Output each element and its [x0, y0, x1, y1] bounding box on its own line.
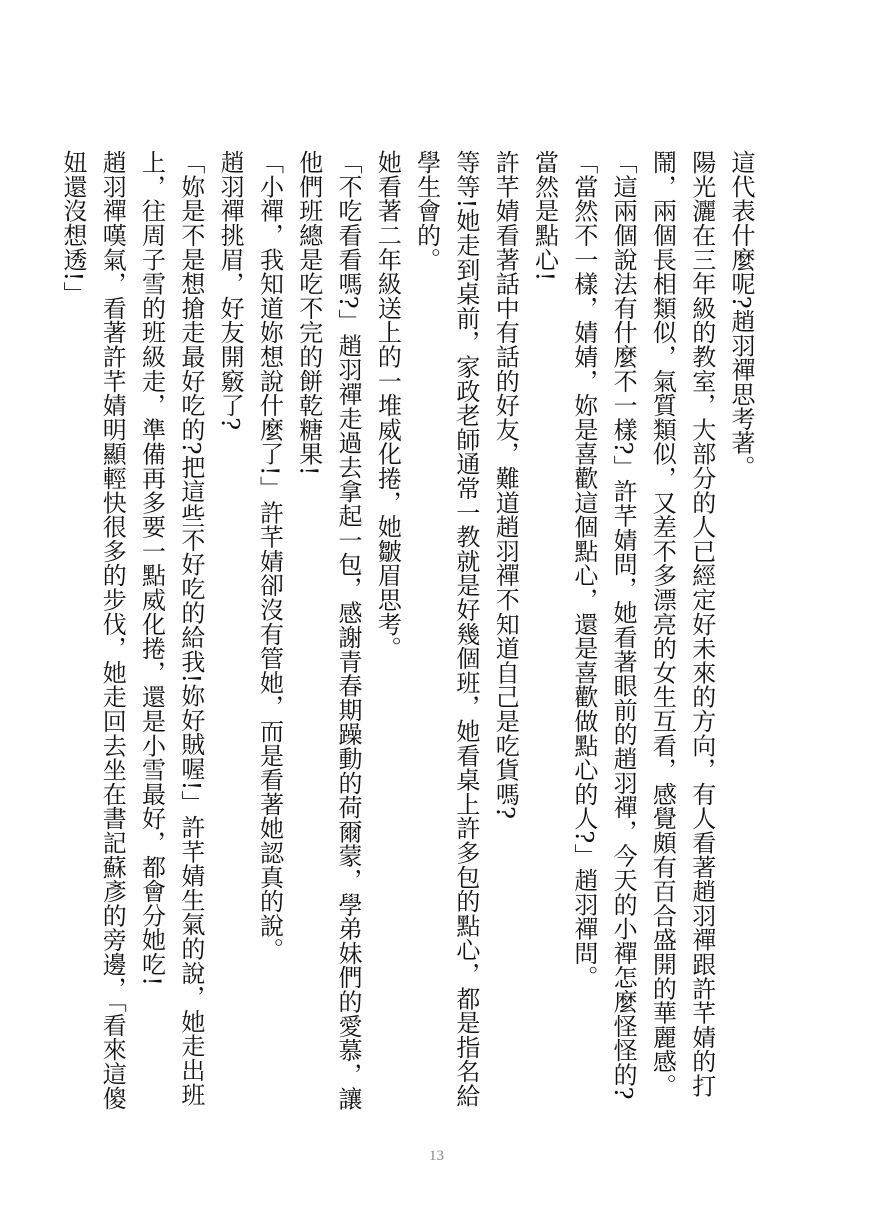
paragraph-13: 趙羽禪嘆氣，看著許芊婧明顯輕快很多的步伐，她走回去坐在書記蘇彥的旁邊，「看來這傻妞還沒想透!」 [58, 150, 127, 1110]
paragraph-4: 「當然不一樣，婧婧，妳是喜歡這個點心，還是喜歡做點心的人?」趙羽禪問。 [569, 150, 598, 990]
paragraph-2: 陽光灑在三年級的教室，大部分的人已經定好未來的方向，有人看著趙羽禪跟許芊婧的打鬧，兩個長相類似，氣質類似，又差不多漂亮的女生互看，感覺頗有百合盛開的華麗感。 [648, 150, 716, 1098]
paragraph-12: 「妳是不是想搶走最好吃的?把這些不好吃的給我!妳好賊喔!」許芊婧生氣的說，她走出班上，往周子雪的班級走，準備再多要一點威化捲，還是小雪最好，都會分她吃! [137, 150, 205, 1107]
paragraph-6: 許芊婧看著話中有話的好友，難道趙羽禪不知道自己是吃貨嗎? [491, 150, 520, 820]
vertical-text-body [58, 150, 760, 1130]
paragraph-11: 趙羽禪挑眉，好友開竅了? [216, 150, 245, 431]
paragraph-3: 「這兩個說法有什麼不一樣?」許芊婧問，她看著眼前的趙羽禪，今天的小禪怎麼怪怪的? [609, 150, 638, 1100]
page-number: 13 [429, 1148, 444, 1164]
paragraph-7: 等等!她走到桌前，家政老師通常一教就是好幾個班，她看桌上許多包的點心，都是指名給學生會的。 [412, 150, 480, 1108]
paragraph-9: 「不吃看看嗎?」趙羽禪走過去拿起一包，感謝青春期躁動的荷爾蒙，學弟妹們的愛慕，讓他們班總是吃不完的餅乾糖果! [294, 150, 363, 1111]
paragraph-10: 「小禪，我知道妳想說什麼了!」許芊婧卻沒有管她，而是看著她認真的說。 [255, 150, 284, 962]
paragraph-1: 這代表什麼呢?趙羽禪思考著。 [727, 150, 755, 480]
paragraph-8: 她看著二年級送上的一堆威化捲，她皺眉思考。 [373, 150, 402, 661]
paragraph-5: 當然是點心! [530, 150, 559, 282]
